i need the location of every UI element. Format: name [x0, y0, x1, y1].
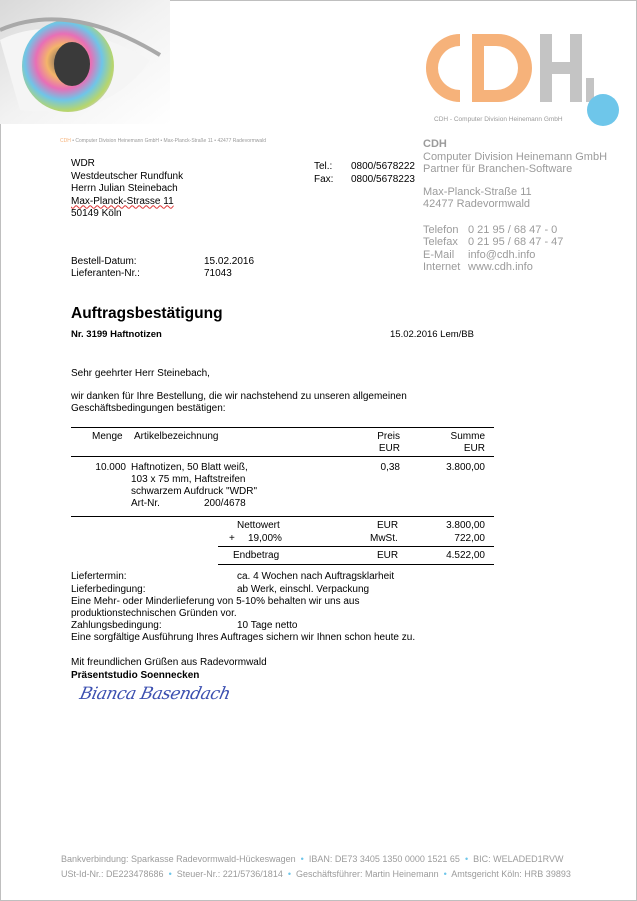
- recipient-line: Max-Planck-Strasse 11: [71, 195, 174, 207]
- col-sum: Summe: [450, 431, 485, 442]
- sender-street: Max-Planck-Straße 11: [163, 138, 213, 144]
- intro-line-1: wir danken für Ihre Bestellung, die wir nachstehend zu unseren allgemeinen: [71, 391, 407, 402]
- end-rule: [218, 564, 494, 565]
- sender-company: • Computer Division Heinemann GmbH •: [70, 138, 164, 144]
- contact-telefon: [423, 224, 557, 236]
- salutation: Sehr geehrter Herr Steinebach,: [71, 368, 210, 379]
- order-date-label: Bestell-Datum:: [71, 256, 137, 267]
- footer-line-2: [61, 869, 571, 879]
- contact-label: Telefon: [423, 224, 459, 236]
- recipient-line: WDR: [71, 158, 95, 169]
- net-currency: EUR: [377, 520, 399, 531]
- footer-steuer: Steuer-Nr.: 221/5736/1814: [176, 869, 283, 879]
- item-desc-line: 103 x 75 mm, Haftstreifen: [131, 474, 246, 485]
- contact-value[interactable]: info@cdh.info: [468, 249, 536, 261]
- supplier-no: 71043: [204, 268, 232, 279]
- item-sum: 3.800,00: [446, 462, 485, 473]
- col-article: Artikelbezeichnung: [134, 431, 219, 442]
- vat-plus: +: [229, 533, 235, 544]
- contact-internet: [423, 261, 533, 273]
- recipient-line: 50149 Köln: [71, 208, 122, 219]
- table-header-rule: [71, 456, 494, 457]
- eye-image: [0, 0, 170, 124]
- bullet-icon: •: [441, 869, 450, 879]
- payment-label: Zahlungsbedingung:: [71, 620, 162, 631]
- contact-value[interactable]: www.cdh.info: [468, 261, 533, 273]
- closing-note: Eine sorgfältige Ausführung Ihres Auftrages sichern wir Ihnen schon heute zu.: [71, 632, 416, 643]
- bullet-icon: •: [166, 869, 175, 879]
- contact-value: 0 21 95 / 68 47 - 0: [468, 224, 558, 236]
- end-label: Endbetrag: [233, 550, 280, 561]
- vat-rate: 19,00%: [248, 533, 282, 544]
- company-city: 42477 Radevormwald: [423, 198, 531, 210]
- net-value: 3.800,00: [446, 520, 485, 531]
- company-full: Computer Division Heinemann GmbH: [423, 151, 608, 163]
- vat-value: 722,00: [454, 533, 485, 544]
- tel-label: Tel.:: [314, 161, 333, 172]
- contact-email: [423, 249, 535, 261]
- item-art-no: 200/4678: [204, 498, 246, 509]
- net-label: Nettowert: [237, 520, 280, 531]
- item-desc-line: Haftnotizen, 50 Blatt weiß,: [131, 462, 248, 473]
- delivery-label: Liefertermin:: [71, 571, 127, 582]
- closing-company: Präsentstudio Soennecken: [71, 670, 200, 681]
- item-art-label: Art-Nr.: [131, 498, 160, 509]
- recipient-address: [71, 158, 183, 221]
- recipient-line: Westdeutscher Rundfunk: [71, 170, 184, 182]
- document-title: Auftragsbestätigung: [71, 305, 223, 322]
- col-qty: Menge: [92, 431, 123, 442]
- recipient-line: Herrn Julian Steinebach: [71, 183, 178, 194]
- contact-value: 0 21 95 / 68 47 - 47: [468, 236, 564, 248]
- tolerance-line-2: produktionstechnischen Gründen vor.: [71, 608, 237, 619]
- sender-city: • 42477 Radevormwald: [212, 138, 267, 144]
- totals-rule: [218, 546, 494, 547]
- document-number: Nr. 3199 Haftnotizen: [71, 329, 162, 340]
- item-description: [131, 462, 257, 510]
- footer-gf: Geschäftsführer: Martin Heinemann: [296, 869, 439, 879]
- footer-bank: Bankverbindung: Sparkasse Radevormwald-Hückeswagen: [61, 854, 296, 864]
- order-date: 15.02.2016: [204, 256, 255, 267]
- fax-label: Fax:: [314, 174, 334, 185]
- supplier-label: Lieferanten-Nr.:: [71, 268, 140, 279]
- sender-cdh: CDH: [60, 138, 71, 144]
- item-art-line: [131, 498, 257, 510]
- contact-label: E-Mail: [423, 249, 455, 261]
- bullet-icon: •: [298, 854, 307, 864]
- company-street: Max-Planck-Straße 11: [423, 186, 532, 198]
- vat-label: MwSt.: [370, 533, 398, 544]
- footer-bic: BIC: WELADED1RVW: [473, 854, 564, 864]
- terms-label: Lieferbedingung:: [71, 584, 146, 595]
- tolerance-line-1: Eine Mehr- oder Minderlieferung von 5-10% behalten wir uns aus: [71, 596, 360, 607]
- bullet-icon: •: [285, 869, 294, 879]
- intro-line-2: Geschäftsbedingungen bestätigen:: [71, 403, 226, 414]
- col-price: Preis: [377, 431, 400, 442]
- greeting: Mit freundlichen Grüßen aus Radevormwald: [71, 657, 267, 668]
- contact-telefax: [423, 236, 563, 248]
- footer-ustid: USt-Id-Nr.: DE223478686: [61, 869, 164, 879]
- sender-line: [60, 138, 266, 144]
- item-qty: 10.000: [95, 462, 126, 473]
- company-short: CDH: [423, 138, 447, 150]
- tel-value: 0800/5678222: [351, 161, 415, 172]
- end-value: 4.522,00: [446, 550, 485, 561]
- delivery-value: ca. 4 Wochen nach Auftragsklarheit: [237, 571, 395, 582]
- contact-label: Internet: [423, 261, 461, 273]
- col-price-cur: EUR: [378, 443, 400, 454]
- terms-value: ab Werk, einschl. Verpackung: [237, 584, 370, 595]
- logo-tagline: CDH - Computer Division Heinemann GmbH: [434, 116, 563, 123]
- footer-hrb: Amtsgericht Köln: HRB 39893: [451, 869, 571, 879]
- document-date-ref: 15.02.2016 Lem/BB: [390, 329, 474, 340]
- company-logo: [420, 28, 625, 128]
- item-desc-line: schwarzem Aufdruck "WDR": [131, 486, 258, 497]
- footer-line-1: [61, 854, 563, 864]
- contact-label: Telefax: [423, 236, 458, 248]
- signature: Bianca Basendach: [77, 684, 233, 704]
- item-price: 0,38: [380, 462, 400, 473]
- col-sum-cur: EUR: [463, 443, 485, 454]
- end-currency: EUR: [377, 550, 399, 561]
- payment-value: 10 Tage netto: [237, 620, 298, 631]
- table-items-rule: [71, 516, 494, 517]
- company-slogan: Partner für Branchen-Software: [423, 163, 573, 175]
- fax-value: 0800/5678223: [351, 174, 415, 185]
- table-top-rule: [71, 427, 494, 428]
- footer-iban: IBAN: DE73 3405 1350 0000 1521 65: [308, 854, 460, 864]
- bullet-icon: •: [462, 854, 471, 864]
